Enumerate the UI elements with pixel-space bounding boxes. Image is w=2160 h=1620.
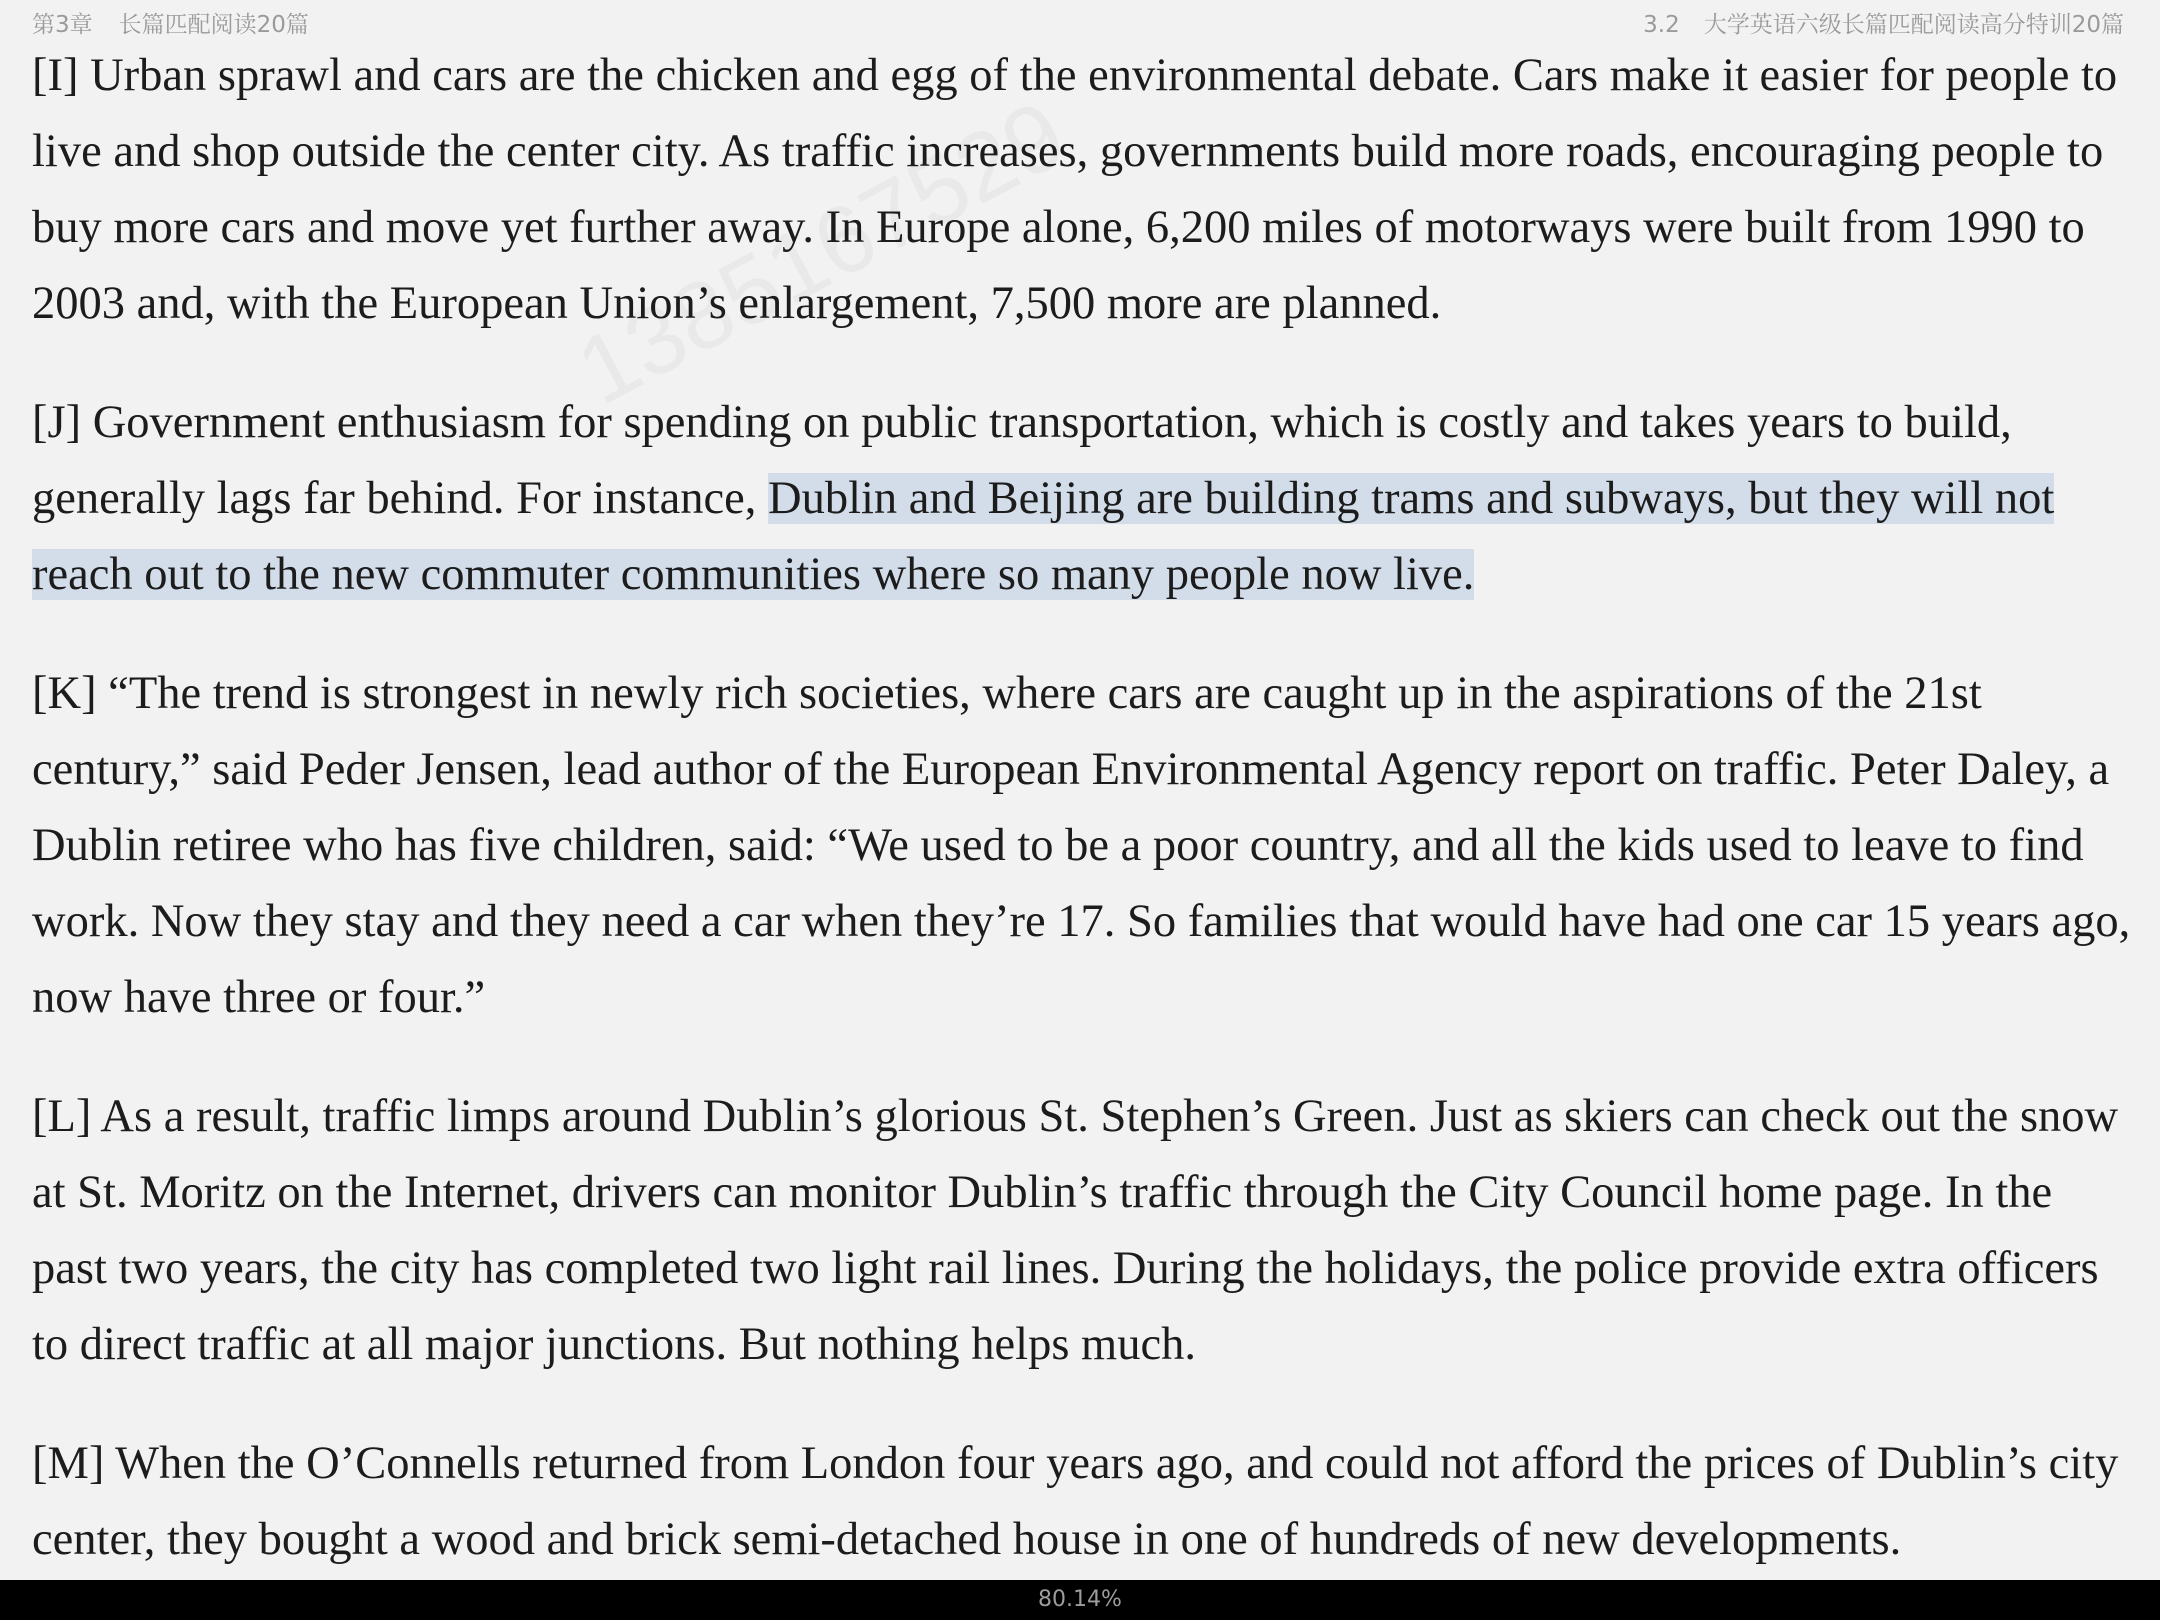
status-bar (0, 1580, 2160, 1620)
page-header (0, 0, 2160, 40)
highlighted-text[interactable]: Dublin and Beijing are building trams and subways, but they will not reach out to the new commuter communities where so many people now live. (32, 473, 2055, 600)
document-content[interactable] (32, 38, 2132, 1620)
section-number: 3.2 (1643, 12, 1680, 38)
header-left (32, 6, 309, 39)
paragraph-i[interactable]: [I] Urban sprawl and cars are the chicken and egg of the environmental debate. Cars make it easier for people to live and shop outside the center city. As traffic increases, governments build more roads, encouraging people to buy more cars and move yet further away. In Europe alone, 6,200 miles of motorways were built from 1990 to 2003 and, with the European Union’s enlargement, 7,500 more are planned. (32, 50, 2118, 329)
paragraph-l[interactable]: [L] As a result, traffic limps around Dublin’s glorious St. Stephen’s Green. Just as skiers can check out the snow at St. Moritz on the Internet, drivers can monitor Dublin’s traffic through the City Council home page. In the past two years, the city has completed two light rail lines. During the holidays, the police provide extra officers to direct traffic at all major junctions. But nothing helps much. (32, 1091, 2119, 1370)
reading-progress: 80.14% (1038, 1587, 1122, 1612)
chapter-title: 长篇匹配阅读20篇 (118, 12, 309, 38)
paragraph-k[interactable]: [K] “The trend is strongest in newly rich societies, where cars are caught up in the aspirations of the 21st century,” said Peder Jensen, lead author of the European Environmental Agency report on traffic. Peter Daley, a Dublin retiree who has five children, said: “We used to be a poor country, and all the kids used to leave to find work. Now they stay and they need a car when they’re 17. So families that would have had one car 15 years ago, now have three or four.” (32, 668, 2131, 1023)
paragraph-m[interactable]: [M] When the O’Connells returned from London four years ago, and could not afford the prices of Dublin’s city center, they bought a wood and brick semi-detached house in one of hundreds of new developments. (32, 1438, 2119, 1565)
paragraph-j-text: [J] Government enthusiasm for spending on public transportation, which is costly and takes years to build, generally lags far behind. For instance, (32, 397, 2012, 524)
header-right (1643, 6, 2124, 39)
section-title: 大学英语六级长篇匹配阅读高分特训20篇 (1703, 12, 2124, 38)
paragraph-j[interactable] (32, 385, 2132, 613)
chapter-number: 第3章 (32, 12, 93, 38)
